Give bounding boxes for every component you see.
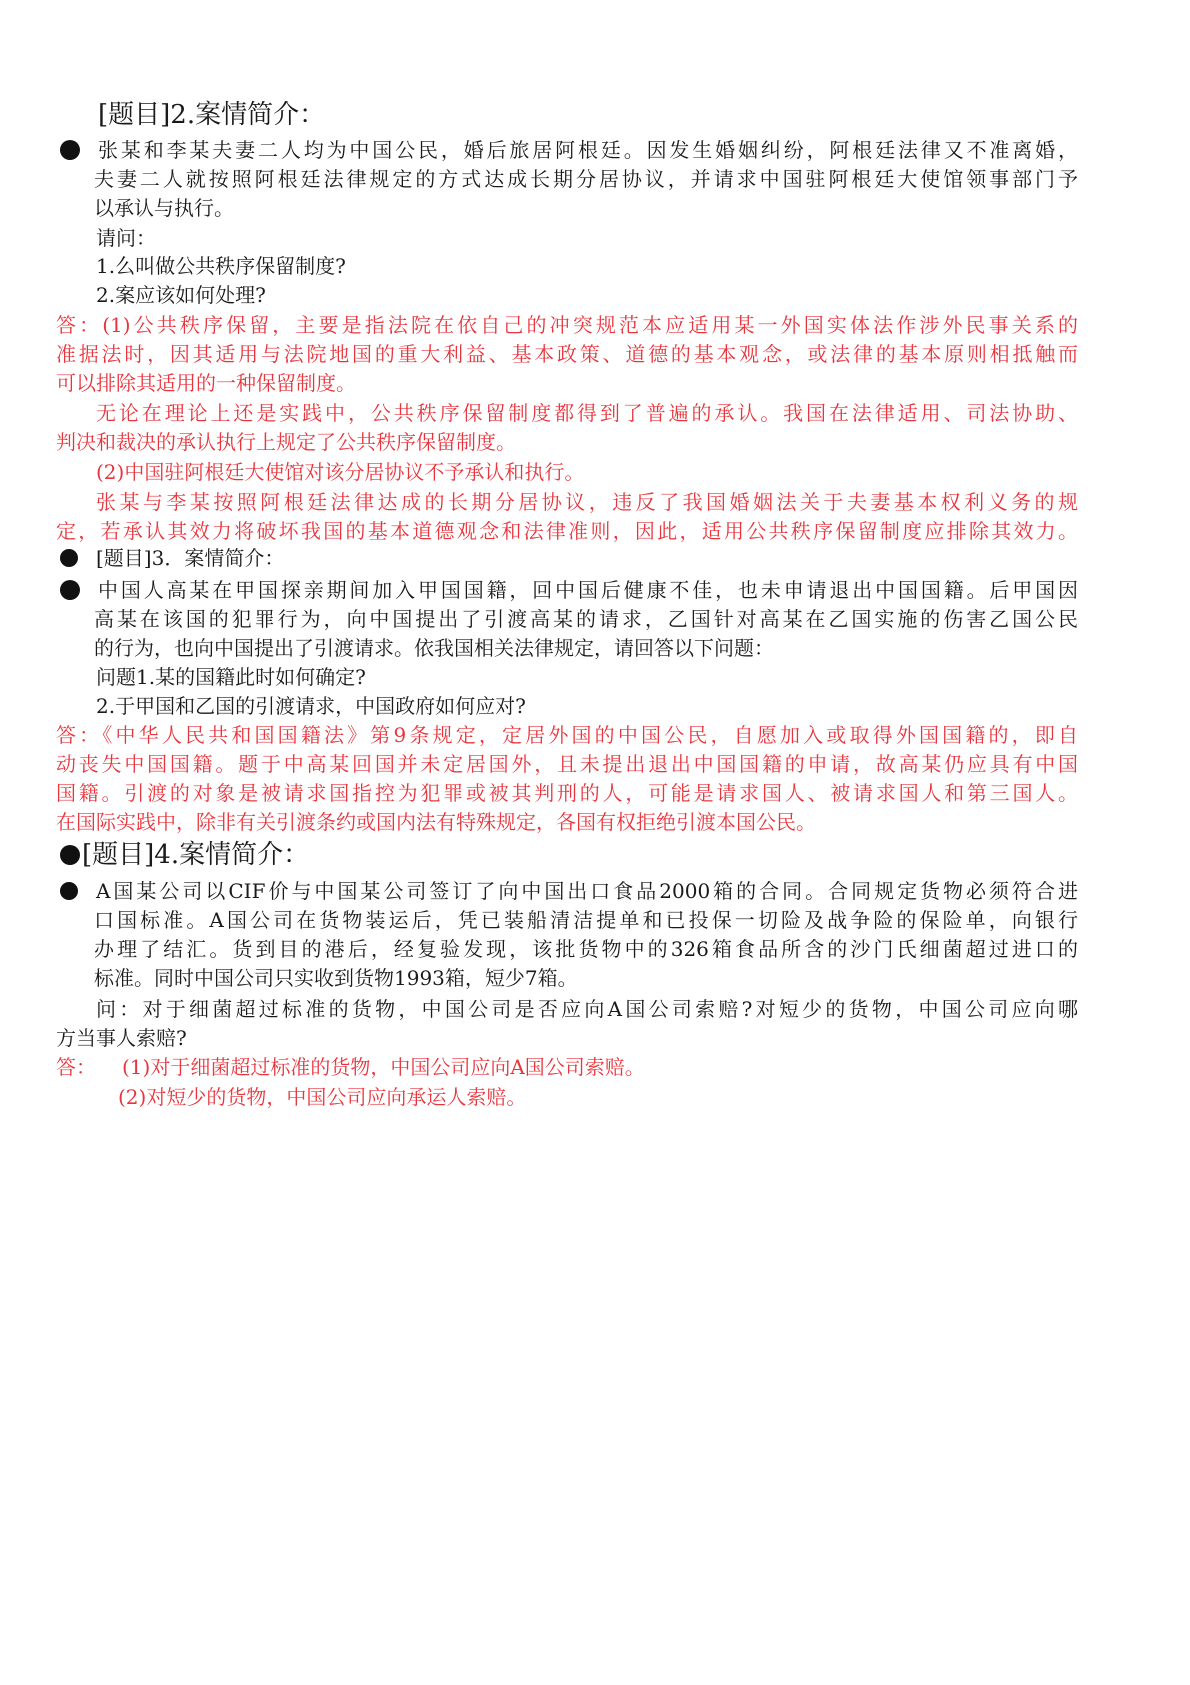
answer-line xyxy=(0,779,1190,807)
case-text: 中国人高某在甲国探亲期间加入甲国国籍，回中国后健康不佳，也未申请退出中国国籍。后甲国因 xyxy=(98,578,1078,602)
section3-title: [题目]3．案情简介： xyxy=(96,546,285,570)
section2-title-line xyxy=(0,98,1190,132)
case-line xyxy=(0,935,1190,963)
question-1: 问题1.某的国籍此时如何确定? xyxy=(96,665,366,689)
answer-line xyxy=(0,399,1190,427)
case-line xyxy=(0,576,1190,604)
question-1: 1.么叫做公共秩序保留制度? xyxy=(96,254,346,278)
answer-text: (1)对于细菌超过标准的货物，中国公司应向A国公司索赔。 xyxy=(122,1055,645,1079)
question-intro: 请问： xyxy=(96,226,156,250)
case-line xyxy=(0,165,1190,193)
question-line xyxy=(0,995,1190,1023)
question-text: 问：对于细菌超过标准的货物，中国公司是否应向A国公司索赔?对短少的货物，中国公司应向哪 xyxy=(96,997,1078,1021)
case-line xyxy=(0,877,1190,905)
answer-text: 动丧失中国国籍。题于中高某回国并未定居国外，且未提出退出中国国籍的申请，故高某仍应具有中国 xyxy=(56,752,1078,776)
answer-text: 准据法时，因其适用与法院地国的重大利益、基本政策、道德的基本观念，或法律的基本原则相抵触而 xyxy=(56,342,1078,366)
answer-line xyxy=(0,369,1190,397)
case-line xyxy=(0,634,1190,662)
question-text: 方当事人索赔? xyxy=(56,1026,187,1050)
answer-text: (2)对短少的货物，中国公司应向承运人索赔。 xyxy=(118,1085,527,1109)
case-text: 办理了结汇。货到目的港后，经复验发现，该批货物中的326箱食品所含的沙门氏细菌超过进口的 xyxy=(94,937,1078,961)
answer-line xyxy=(0,721,1190,749)
case-text: 以承认与执行。 xyxy=(94,196,234,220)
case-line xyxy=(0,605,1190,633)
answer-line xyxy=(0,517,1190,545)
answer-text: 国籍。引渡的对象是被请求国指控为犯罪或被其判刑的人，可能是请求国人、被请求国人和第三国人。 xyxy=(56,781,1078,805)
answer-line xyxy=(0,428,1190,456)
case-line xyxy=(0,906,1190,934)
answer-text: 张某与李某按照阿根廷法律达成的长期分居协议，违反了我国婚姻法关于夫妻基本权利义务的规 xyxy=(96,490,1078,514)
answer-line xyxy=(0,1083,1190,1111)
case-text: 的行为，也向中国提出了引渡请求。依我国相关法律规定，请回答以下问题： xyxy=(94,636,774,660)
answer-line xyxy=(0,808,1190,836)
case-line xyxy=(0,136,1190,164)
case-text: 张某和李某夫妻二人均为中国公民，婚后旅居阿根廷。因发生婚姻纠纷，阿根廷法律又不准离婚， xyxy=(98,138,1078,162)
case-text: A国某公司以CIF价与中国某公司签订了向中国出口食品2000箱的合同。合同规定货物必须符合进 xyxy=(96,879,1078,903)
answer-text: 答：《中华人民共和国国籍法》第9条规定，定居外国的中国公民，自愿加入或取得外国国籍的，即自 xyxy=(56,723,1078,747)
case-text: 高某在该国的犯罪行为，向中国提出了引渡高某的请求，乙国针对高某在乙国实施的伤害乙国公民 xyxy=(94,607,1078,631)
section4-title: [题目]4.案情简介： xyxy=(82,840,310,870)
section3-title-line xyxy=(0,544,1190,572)
question-line xyxy=(0,663,1190,691)
answer-text: 判决和裁决的承认执行上规定了公共秩序保留制度。 xyxy=(56,430,516,454)
answer-text: 可以排除其适用的一种保留制度。 xyxy=(56,371,356,395)
answer-line xyxy=(0,458,1190,486)
answer-line xyxy=(0,340,1190,368)
question-2: 2.于甲国和乙国的引渡请求，中国政府如何应对? xyxy=(96,694,526,718)
section4-title-line xyxy=(0,838,1190,872)
case-line xyxy=(0,964,1190,992)
case-text: 夫妻二人就按照阿根廷法律规定的方式达成长期分居协议，并请求中国驻阿根廷大使馆领事部门予 xyxy=(94,167,1078,191)
question-line xyxy=(0,1024,1190,1052)
answer-line xyxy=(0,750,1190,778)
section2-title: [题目]2.案情简介： xyxy=(98,100,326,130)
question-line xyxy=(0,692,1190,720)
answer-line xyxy=(0,1053,1190,1081)
question-line xyxy=(0,252,1190,280)
answer-text: (2)中国驻阿根廷大使馆对该分居协议不予承认和执行。 xyxy=(96,460,585,484)
case-text: 口国标准。A国公司在货物装运后，凭已装船清洁提单和已投保一切险及战争险的保险单，向银行 xyxy=(94,908,1078,932)
question-line xyxy=(0,281,1190,309)
answer-line xyxy=(0,311,1190,339)
question-2: 2.案应该如何处理? xyxy=(96,283,266,307)
answer-text: 无论在理论上还是实践中，公共秩序保留制度都得到了普遍的承认。我国在法律适用、司法协助、 xyxy=(96,401,1078,425)
answer-line xyxy=(0,488,1190,516)
answer-text: 在国际实践中，除非有关引渡条约或国内法有特殊规定，各国有权拒绝引渡本国公民。 xyxy=(56,810,816,834)
case-text: 标准。同时中国公司只实收到货物1993箱，短少7箱。 xyxy=(94,966,578,990)
question-line xyxy=(0,224,1190,252)
case-line xyxy=(0,194,1190,222)
answer-label: 答： xyxy=(56,1055,96,1079)
answer-text: 答：(1)公共秩序保留，主要是指法院在依自己的冲突规范本应适用某一外国实体法作涉外民事关系的 xyxy=(56,313,1078,337)
answer-text: 定，若承认其效力将破坏我国的基本道德观念和法律准则，因此，适用公共秩序保留制度应排除其效力。 xyxy=(56,519,1078,543)
